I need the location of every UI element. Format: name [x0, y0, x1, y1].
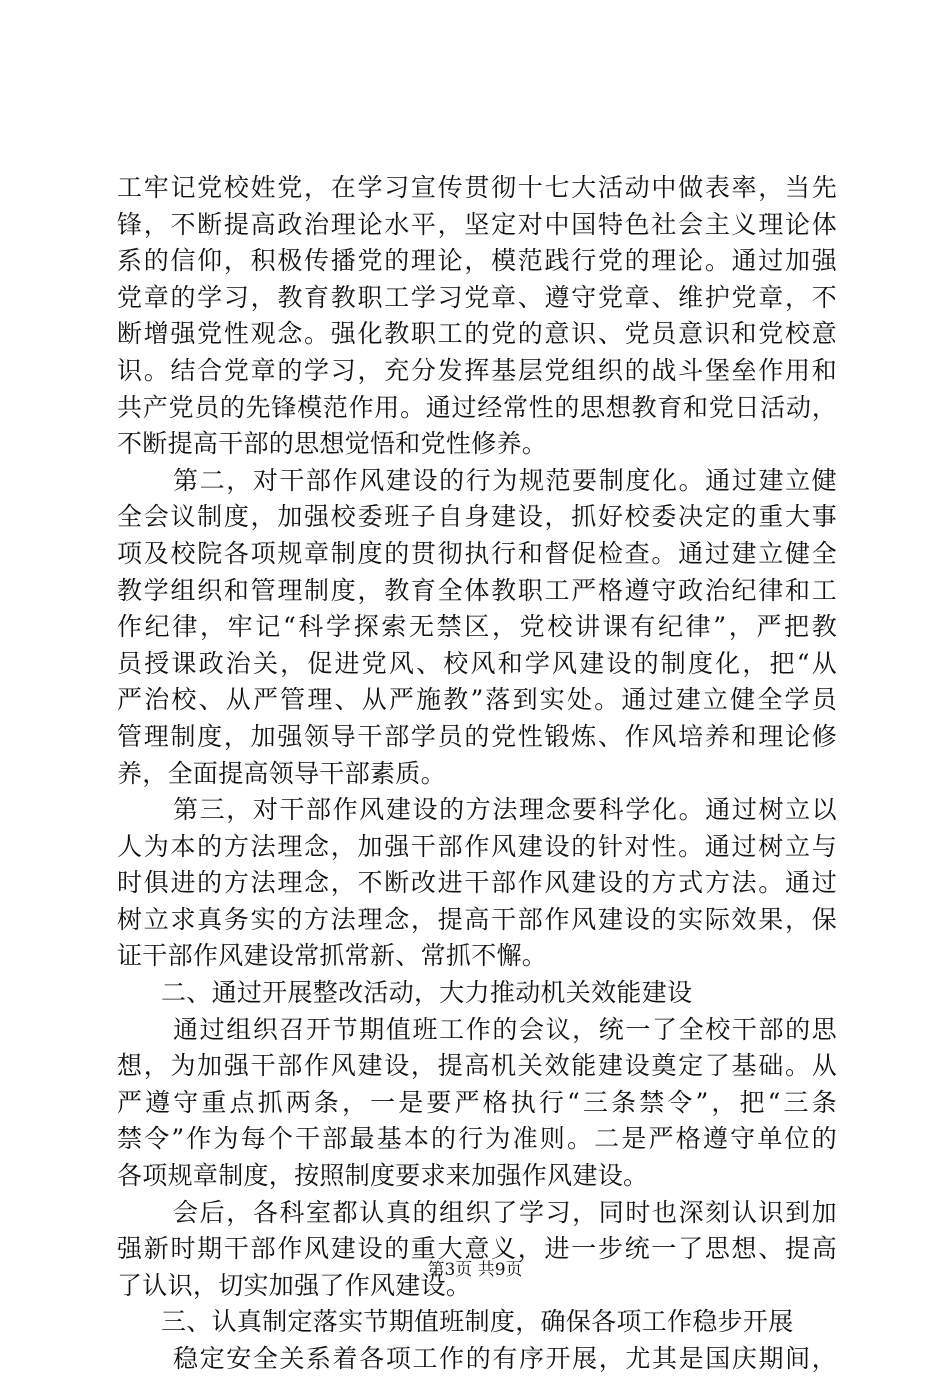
- text-line: 员授课政治关，促进党风、校风和学风建设的制度化，把“从: [117, 648, 837, 678]
- text-line: 证干部作风建设常抓常新、常抓不懈。: [117, 941, 548, 971]
- text-line: 工牢记党校姓党，在学习宣传贯彻十七大活动中做表率，当先: [117, 173, 837, 202]
- text-line: 了认识，切实加强了作风建设。: [117, 1270, 472, 1300]
- section-heading: 三、认真制定落实节期值班制度，确保各项工作稳步开展: [161, 1307, 794, 1337]
- paragraph-first-line: 通过组织召开节期值班工作的会议，统一了全校干部的思: [173, 1014, 837, 1044]
- text-line: 全会议制度，加强校委班子自身建设，抓好校委决定的重大事: [117, 502, 837, 532]
- text-line: 锋，不断提高政治理论水平，坚定对中国特色社会主义理论体: [117, 209, 837, 239]
- text-line: 想，为加强干部作风建设，提高机关效能建设奠定了基础。从: [117, 1051, 837, 1081]
- text-line: 严治校、从严管理、从严施教”落到实处。通过建立健全学员: [117, 685, 837, 715]
- section-heading: 二、通过开展整改活动，大力推动机关效能建设: [161, 978, 693, 1008]
- text-line: 作纪律，牢记“科学探索无禁区，党校讲课有纪律”，严把教: [117, 612, 837, 642]
- text-line: 系的信仰，积极传播党的理论，模范践行党的理论。通过加强: [117, 246, 837, 276]
- text-line: 识。结合党章的学习，充分发挥基层党组织的战斗堡垒作用和: [117, 355, 837, 385]
- text-line: 人为本的方法理念，加强干部作风建设的针对性。通过树立与: [117, 831, 837, 861]
- text-line: 项及校院各项规章制度的贯彻执行和督促检查。通过建立健全: [117, 538, 837, 568]
- page-footer: [0, 1258, 950, 1282]
- text-line: 强新时期干部作风建设的重大意义，进一步统一了思想、提高: [117, 1234, 837, 1264]
- paragraph-first-line: 第三，对干部作风建设的方法理念要科学化。通过树立以: [173, 795, 837, 825]
- text-line: 养，全面提高领导干部素质。: [117, 758, 446, 788]
- paragraph-first-line: 会后，各科室都认真的组织了学习，同时也深刻认识到加: [173, 1197, 837, 1227]
- text-line: 管理制度，加强领导干部学员的党性锻炼、作风培养和理论修: [117, 721, 837, 751]
- page-indicator: 第3页 共9页: [427, 1260, 523, 1280]
- text-line: 断增强党性观念。强化教职工的党的意识、党员意识和党校意: [117, 319, 837, 349]
- text-line: 共产党员的先锋模范作用。通过经常性的思想教育和党日活动，: [117, 392, 837, 422]
- paragraph-first-line: 第二，对干部作风建设的行为规范要制度化。通过建立健: [173, 465, 837, 495]
- text-line: 树立求真务实的方法理念，提高干部作风建设的实际效果，保: [117, 904, 837, 934]
- text-line: 严遵守重点抓两条，一是要严格执行“三条禁令”，把“三条: [117, 1087, 837, 1117]
- text-line: 时俱进的方法理念，不断改进干部作风建设的方式方法。通过: [117, 868, 837, 898]
- text-line: 各项规章制度，按照制度要求来加强作风建设。: [117, 1161, 649, 1191]
- text-line: 禁令”作为每个干部最基本的行为准则。二是严格遵守单位的: [117, 1124, 837, 1154]
- text-line: 不断提高干部的思想觉悟和党性修养。: [117, 429, 548, 459]
- document-body: [117, 170, 837, 1378]
- text-line: 党章的学习，教育教职工学习党章、遵守党章、维护党章，不: [117, 282, 837, 312]
- text-line: 教学组织和管理制度，教育全体教职工严格遵守政治纪律和工: [117, 575, 837, 605]
- paragraph-first-line: 稳定安全关系着各项工作的有序开展，尤其是国庆期间，: [173, 1344, 837, 1373]
